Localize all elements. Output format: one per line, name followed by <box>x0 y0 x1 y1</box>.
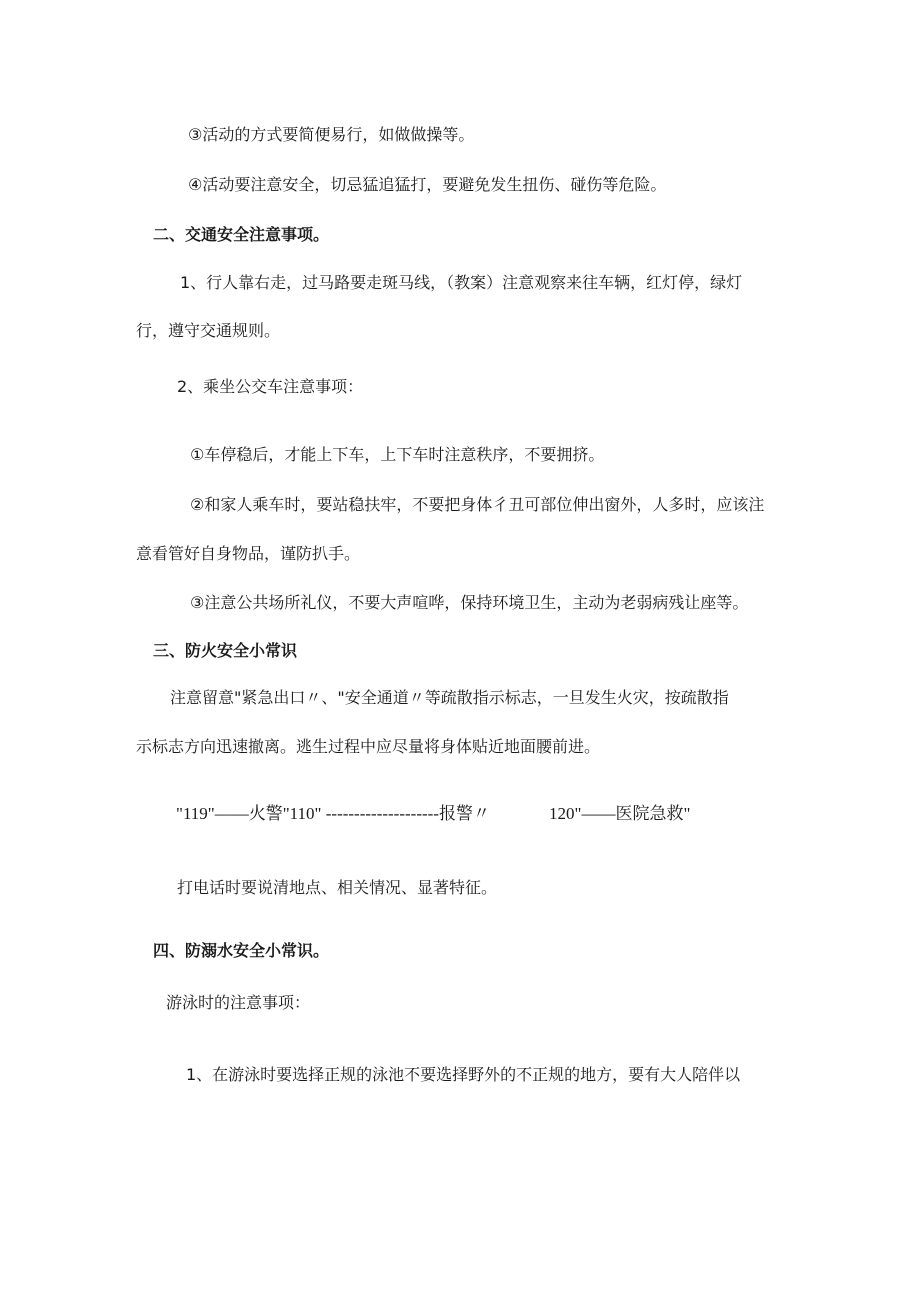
swimming-item-1: 1、在游泳时要选择正规的泳池不要选择野外的不正规的地方，要有大人陪伴以 <box>186 1065 741 1084</box>
bus-item-1: ①车停稳后，才能上下车，上下车时注意秩序，不要拥挤。 <box>190 445 605 464</box>
traffic-item-1-line-1: 1、行人靠右走，过马路要走斑马线，（教案）注意观察来往车辆，红灯停，绿灯 <box>180 273 743 292</box>
phone-call-tip: 打电话时要说清地点、相关情况、显著特征。 <box>177 878 498 897</box>
swimming-notes-intro: 游泳时的注意事项： <box>166 993 311 1012</box>
bus-item-3: ③注意公共场所礼仪，不要大声喧哗，保持环境卫生，主动为老弱病残让座等。 <box>190 593 749 612</box>
fire-paragraph-line-2: 示标志方向迅速撤离。逃生过程中应尽量将身体贴近地面腰前进。 <box>136 737 601 756</box>
bus-item-2-line-2: 意看管好自身物品，谨防扒手。 <box>136 544 361 563</box>
traffic-item-2: 2、乘坐公交车注意事项： <box>177 377 364 396</box>
bus-item-2-line-1: ②和家人乘车时，要站稳扶牢，不要把身体彳丑可部位伸出窗外，人多时，应该注 <box>190 495 765 514</box>
activity-item-3: ③活动的方式要简便易行，如做做操等。 <box>188 125 475 144</box>
section-heading-fire: 三、防火安全小常识 <box>153 641 298 660</box>
section-heading-traffic: 二、交通安全注意事项。 <box>153 225 330 244</box>
section-heading-drowning: 四、防溺水安全小常识。 <box>153 941 330 960</box>
emergency-numbers-fire-police: "119"——火警"110" --------------------报警〃 <box>176 804 490 823</box>
traffic-item-1-line-2: 行，遵守交通规则。 <box>136 321 281 340</box>
emergency-number-medical: 120"——医院急救" <box>549 804 691 823</box>
fire-paragraph-line-1: 注意留意"紧急出口〃、"安全通道〃等疏散指示标志，一旦发生火灾，按疏散指 <box>170 688 729 707</box>
activity-item-4: ④活动要注意安全，切忌猛追猛打，要避免发生扭伤、碰伤等危险。 <box>188 175 667 194</box>
